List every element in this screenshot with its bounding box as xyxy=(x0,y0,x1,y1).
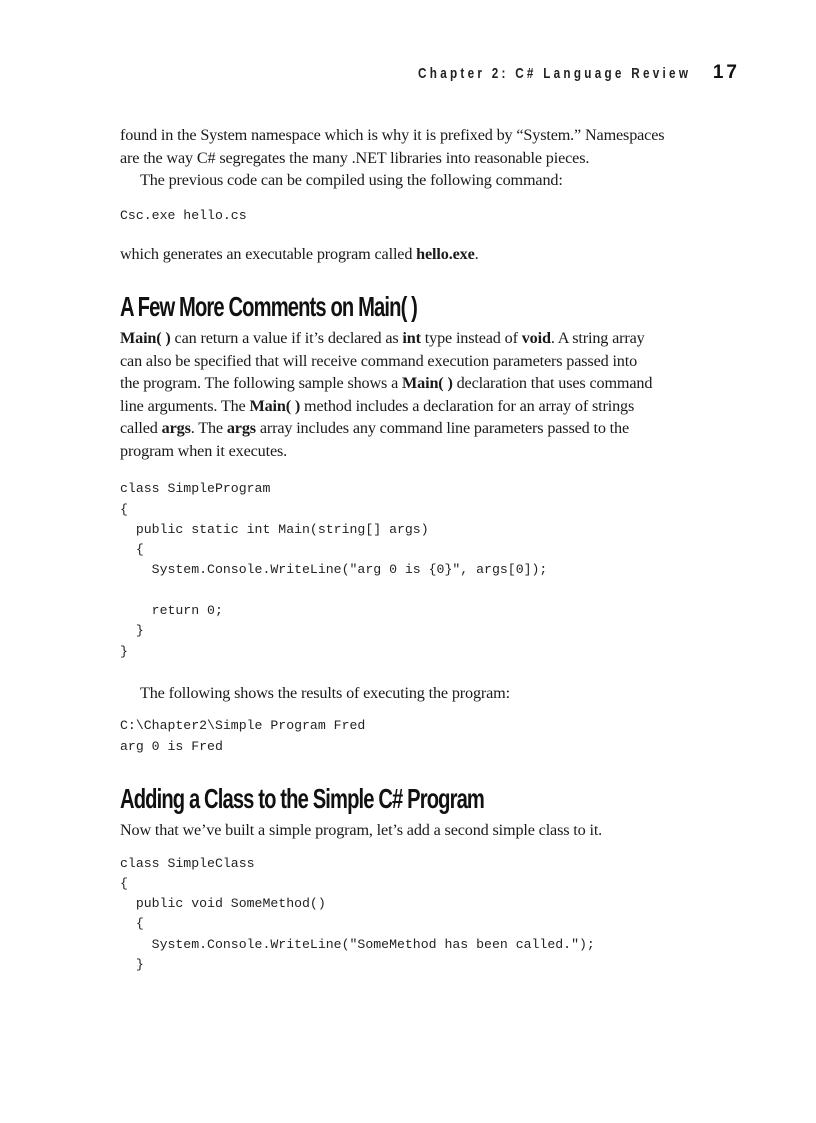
main-term: Main( ) xyxy=(402,374,453,393)
main-text: type instead of xyxy=(420,329,522,348)
results-intro: The following shows the results of executing the program: xyxy=(140,683,510,702)
main-text: the program. The following sample shows a xyxy=(120,374,403,393)
intro-line-1: found in the System namespace which is why it is prefixed by “System.” Namespaces xyxy=(120,126,665,144)
intro-paragraph xyxy=(120,124,700,169)
adding-class-paragraph: Now that we’ve built a simple program, let’s add a second simple class to it. xyxy=(120,821,603,840)
main-text: array includes any command line parameters passed to the xyxy=(255,419,629,438)
int-term: int xyxy=(402,329,421,348)
args-term: args xyxy=(161,419,191,438)
executable-name: hello.exe xyxy=(416,244,475,263)
main-text: line arguments. The xyxy=(120,396,250,415)
main-text: program when it executes. xyxy=(120,441,288,460)
main-term: Main( ) xyxy=(120,329,171,348)
executable-text: which generates an executable program called xyxy=(120,244,417,263)
main-term: Main( ) xyxy=(249,396,301,415)
intro-line-2: are the way C# segregates the many .NET libraries into reasonable pieces. xyxy=(120,148,590,167)
main-text: can also be specified that will receive command execution parameters passed into xyxy=(120,351,638,370)
main-text: called xyxy=(120,419,162,438)
void-term: void xyxy=(521,329,551,348)
main-paragraph xyxy=(120,327,700,462)
executable-paragraph xyxy=(120,243,700,266)
executable-end: . xyxy=(474,244,479,263)
simple-program-code: class SimpleProgram { public static int Main(string[] args) { System.Console.WriteLine("arg 0 is {0}", args[0]); return 0; } } xyxy=(120,481,548,659)
chapter-title: Chapter 2: C# Language Review xyxy=(417,65,691,82)
simple-class-code: class SimpleClass { public void SomeMethod() { System.Console.WriteLine("SomeMethod has been called."); } xyxy=(120,855,595,973)
main-text: can return a value if it’s declared as xyxy=(170,329,403,348)
running-head xyxy=(341,62,740,84)
results-output-code: C:\Chapter2\Simple Program Fred arg 0 is Fred xyxy=(120,718,366,754)
main-text: . A string array xyxy=(550,329,645,348)
section-heading-main-comments: A Few More Comments on Main( ) xyxy=(120,291,418,323)
args-term: args xyxy=(226,419,256,438)
page-body xyxy=(120,124,700,975)
page-number: 17 xyxy=(712,62,740,83)
main-text: method includes a declaration for an array of strings xyxy=(300,396,635,415)
compile-paragraph: The previous code can be compiled using the following command: xyxy=(140,171,563,189)
main-text: . The xyxy=(190,419,227,438)
compile-command-code: Csc.exe hello.cs xyxy=(120,207,247,223)
main-text: declaration that uses command xyxy=(452,374,653,393)
section-heading-adding-class: Adding a Class to the Simple C# Program xyxy=(120,783,484,815)
